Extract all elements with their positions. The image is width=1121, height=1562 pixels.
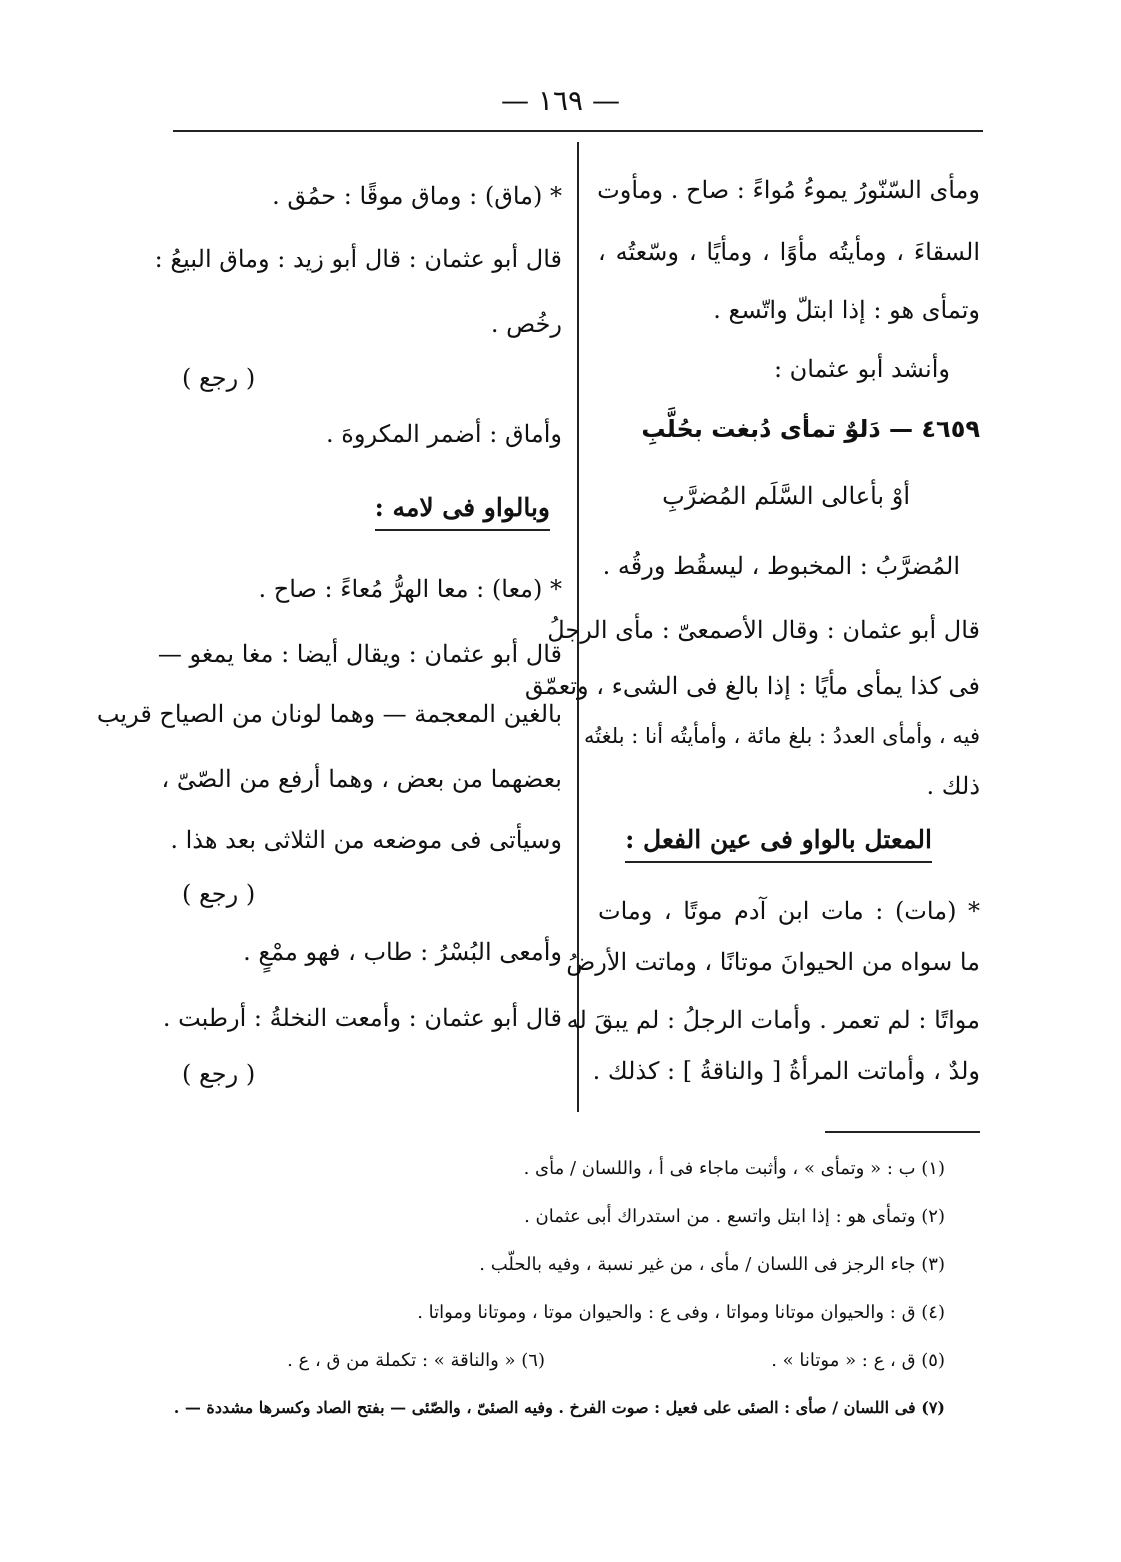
footnote-6: (٦) « والناقة » : تكملة من ق ، ع . bbox=[287, 1350, 545, 1371]
footnote-2: (٢) وتمأى هو : إذا ابتل واتسع . من استدراك أبى عثمان . bbox=[524, 1206, 945, 1227]
left-line-5: وأماق : أضمر المكروهَ . bbox=[326, 420, 562, 448]
footnote-4: (٤) ق : والحيوان موتانا ومواتا ، وفى ع : والحيوان موتا ، وموتانا ومواتا . bbox=[417, 1302, 945, 1323]
right-line-12: * (مات) : مات ابن آدم موتًا ، ومات bbox=[598, 897, 980, 925]
right-line-13: ما سواه من الحيوانَ موتانًا ، وماتت الأرضُ bbox=[566, 948, 980, 976]
footnote-7: (٧) فى اللسان / صأى : الصئى على فعيل : صوت الفرخ . وفيه الصئىّ ، والصّئى — بفتح الصاد وكسرها مشددة — . bbox=[173, 1398, 945, 1417]
right-line-8: قال أبو عثمان : وقال الأصمعىّ : مأى الرجلُ bbox=[547, 616, 980, 644]
footnote-5: (٥) ق ، ع : « موتانا » . bbox=[771, 1350, 945, 1371]
section-heading-lam: وبالواو فى لامه : bbox=[375, 493, 550, 531]
left-line-6: * (معا) : معا الهرُّ مُعاءً : صاح . bbox=[258, 575, 562, 603]
verse-line-2: أوْ بأعالى السَّلَم المُضرَّبِ bbox=[662, 482, 910, 510]
left-line-8: بالغين المعجمة — وهما لونان من الصياح قريب bbox=[96, 700, 562, 728]
left-line-10: وسيأتى فى موضعه من الثلاثى بعد هذا . bbox=[170, 826, 562, 854]
right-line-7: المُضرَّبُ : المخبوط ، ليسقُط ورقُه . bbox=[602, 552, 960, 580]
page-number: — ١٦٩ — bbox=[501, 84, 620, 117]
left-return-1: ( رجع ) bbox=[182, 364, 256, 392]
left-return-2: ( رجع ) bbox=[182, 880, 256, 908]
header-rule bbox=[173, 130, 983, 132]
left-line-2: قال أبو عثمان : قال أبو زيد : وماق البيعُ : bbox=[154, 245, 562, 273]
right-line-11: ذلك . bbox=[926, 772, 980, 800]
left-line-13: قال أبو عثمان : وأمعت النخلةُ : أرطبت . bbox=[162, 1004, 562, 1032]
right-line-14: مواتًا : لم تعمر . وأمات الرجلُ : لم يبقَ له bbox=[566, 1006, 980, 1034]
right-line-3: وتمأى هو : إذا ابتلّ واتّسع . bbox=[713, 296, 980, 324]
right-line-2: السقاءَ ، ومأيتُه مأوًا ، ومأيًا ، وسّعتُه ، bbox=[598, 238, 980, 266]
left-line-7: قال أبو عثمان : ويقال أيضا : مغا يمغو — bbox=[157, 640, 562, 668]
right-line-9: فى كذا يمأى مأيًا : إذا بالغ فى الشىء ، وتعمّق bbox=[524, 672, 980, 700]
left-return-3: ( رجع ) bbox=[182, 1060, 256, 1088]
footnote-3: (٣) جاء الرجز فى اللسان / مأى ، من غير نسبة ، وفيه بالحلّب . bbox=[479, 1254, 945, 1275]
section-heading-ain: المعتل بالواو فى عين الفعل : bbox=[625, 825, 932, 863]
left-line-1: * (ماق) : وماق موقًا : حمُق . bbox=[272, 182, 562, 210]
verse-line-4659: ٤٦٥٩ — دَلوٌ تمأى دُبغت بحُلَّبِ bbox=[641, 415, 980, 443]
left-line-12: وأمعى البُسْرُ : طاب ، فهو ممْعٍ . bbox=[243, 938, 562, 966]
left-line-9: بعضهما من بعض ، وهما أرفع من الصّىّ ، bbox=[161, 765, 562, 793]
footnote-1: (١) ب : « وتمأى » ، وأثبت ماجاء فى أ ، واللسان / مأى . bbox=[523, 1158, 945, 1179]
left-line-3: رخُص . bbox=[490, 310, 562, 338]
right-line-4: وأنشد أبو عثمان : bbox=[773, 355, 950, 383]
right-line-10: فيه ، وأمأى العددُ : بلغ مائة ، وأمأيتُه أنا : بلغتُه bbox=[584, 724, 980, 748]
footnote-rule bbox=[825, 1131, 980, 1133]
right-line-15: ولدٌ ، وأماتت المرأةُ [ والناقةُ ] : كذلك . bbox=[592, 1057, 980, 1085]
right-line-1: ومأى السّنّورُ يموءُ مُواءً : صاح . ومأوت bbox=[597, 176, 980, 204]
